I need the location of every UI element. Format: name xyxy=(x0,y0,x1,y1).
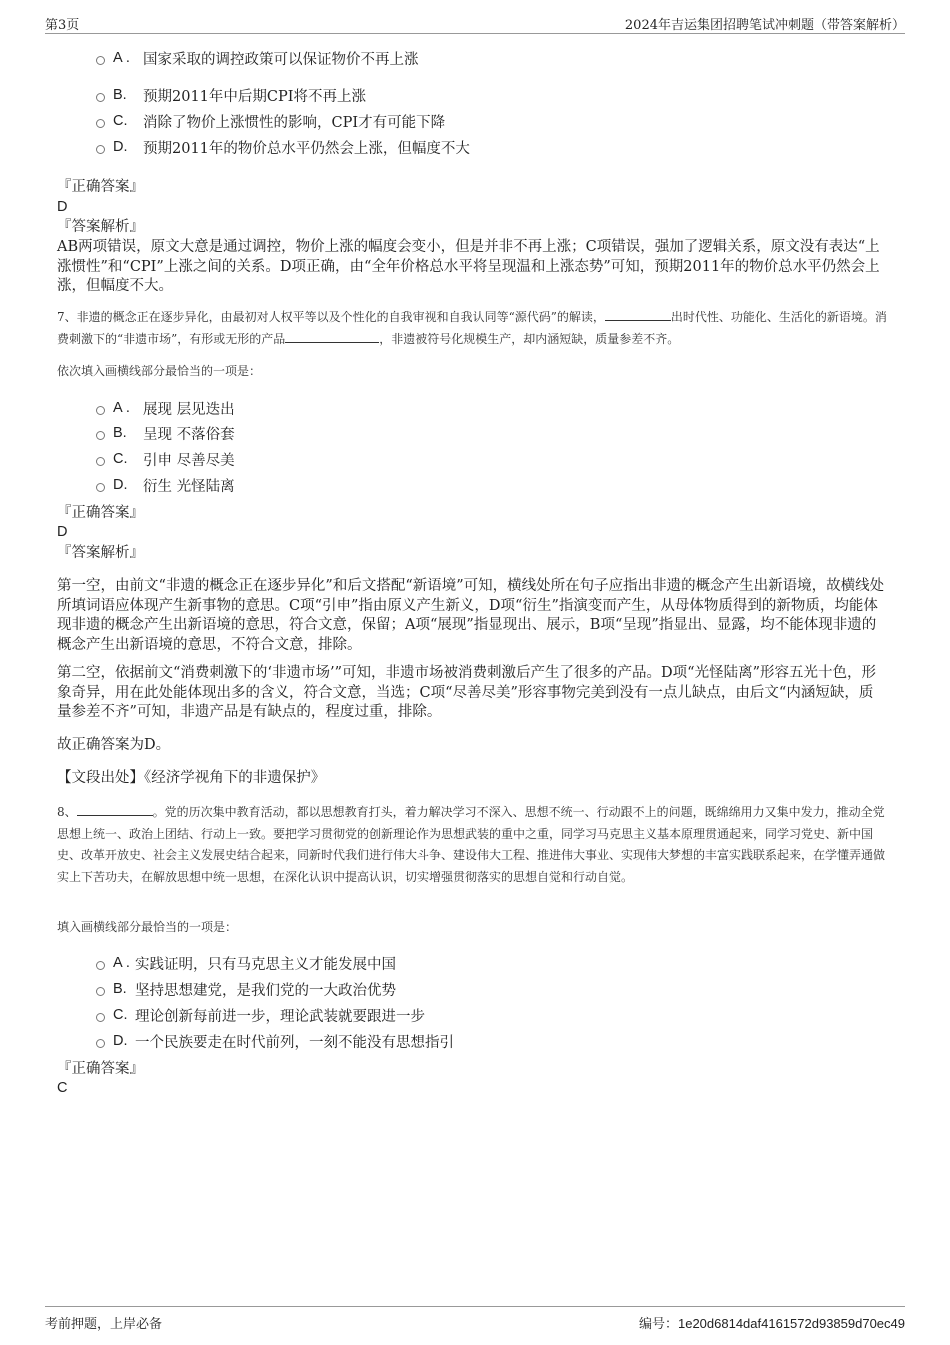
q8-answer-label: 『正确答案』 xyxy=(57,1061,144,1077)
radio-icon[interactable] xyxy=(96,483,105,492)
radio-icon[interactable] xyxy=(96,1013,105,1022)
q7-analysis-paragraph-2: 第二空，依据前文“消费刺激下的‘非遗市场’”可知，非遗市场被消费刺激后产生了很多的产品。D项“光怪陆离”形容五光十色，形象奇异，用在此处能体现出多的含义，符合文意，当选；C项“尽善尽美”形容事物完美到没有一点儿缺点，由后文“内涵短缺，质量参差不齐”可知，非遗产品是有缺点的，程度过重，排除。 xyxy=(57,665,876,720)
q7-option-c[interactable]: C. 引申 尽善尽美 xyxy=(96,449,235,469)
page-header xyxy=(45,0,905,34)
q8-question: 8、 。党的历次集中教育活动，都以思想教育打头，着力解决学习不深入、思想不统一、行动跟不上的问题，既绵绵用力又集中发力，推动全党思想上统一、政治上团结、行动上一致。要把学习贯彻党的创新理论作为思想武装的重中之重，同学习马克思主义基本原理贯通起来，同学习党史、新中国史、改革开放史、社会主义发展史结合起来，同新时代我们进行伟大斗争、建设伟大工程、推进伟大事业、实现伟大梦想的丰富实践联系起来，在学懂弄通做实上下苦功夫，在解放思想中统一思想，在深化认识中提高认识，切实增强贯彻落实的思想自觉和行动自觉。 xyxy=(57,805,886,884)
q8-option-b[interactable]: B. 坚持思想建党，是我们党的一大政治优势 xyxy=(96,979,396,999)
footer-slogan: 考前押题，上岸必备 xyxy=(45,1317,163,1332)
document-title: 2024年吉运集团招聘笔试冲刺题（带答案解析） xyxy=(624,18,905,33)
q6-option-d[interactable]: D. 预期2011年的物价总水平仍然会上涨，但幅度不大 xyxy=(96,137,470,157)
q8-prompt: 填入画横线部分最恰当的一项是： xyxy=(57,920,238,934)
q8-option-d[interactable]: D. 一个民族要走在时代前列，一刻不能没有思想指引 xyxy=(96,1031,454,1051)
q6-analysis-label: 『答案解析』 xyxy=(57,219,144,235)
radio-icon[interactable] xyxy=(96,961,105,970)
radio-icon[interactable] xyxy=(96,93,105,102)
radio-icon[interactable] xyxy=(96,457,105,466)
radio-icon[interactable] xyxy=(96,987,105,996)
radio-icon[interactable] xyxy=(96,406,105,415)
radio-icon[interactable] xyxy=(96,119,105,128)
answer-blank xyxy=(77,803,153,816)
q8-answer: C xyxy=(57,1080,68,1096)
q7-option-a[interactable]: A . 展现 层见迭出 xyxy=(96,398,235,418)
answer-blank xyxy=(285,330,379,343)
page-number: 第3页 xyxy=(45,18,80,33)
q6-option-c[interactable]: C. 消除了物价上涨惯性的影响，CPI才有可能下降 xyxy=(96,111,445,131)
q6-option-b[interactable]: B. 预期2011年中后期CPI将不再上涨 xyxy=(96,85,366,105)
q8-option-a[interactable]: A . 实践证明，只有马克思主义才能发展中国 xyxy=(96,953,396,973)
q6-answer-label: 『正确答案』 xyxy=(57,179,144,195)
radio-icon[interactable] xyxy=(96,431,105,440)
radio-icon[interactable] xyxy=(96,1039,105,1048)
q7-analysis-paragraph-1: 第一空，由前文“非遗的概念正在逐步异化”和后文搭配“新语境”可知，横线处所在句子应指出非遗的概念产生出新语境，故横线处所填词语应体现产生新事物的意思。C项“引申”指由原义产生新义，D项“衍生”指演变而产生，从母体物质得到的新物质，均能体现非遗的概念产生出新语境的意思，符合文意，保留；A项“展现”指显现出、展示，B项“呈现”指显出、显露，均不能体现非遗的概念产生出新语境的意思，不符合文意，排除。 xyxy=(57,578,885,653)
q7-prompt: 依次填入画横线部分最恰当的一项是： xyxy=(57,364,262,378)
q7-source: 【文段出处】《经济学视角下的非遗保护》 xyxy=(57,770,326,786)
q7-option-b[interactable]: B. 呈现 不落俗套 xyxy=(96,423,235,443)
q7-answer: D xyxy=(57,524,68,540)
q6-option-a[interactable]: A . 国家采取的调控政策可以保证物价不再上涨 xyxy=(96,48,419,68)
q6-answer: D xyxy=(57,199,68,215)
document-code: 编号：1e20d6814daf4161572d93859d70ec49 xyxy=(638,1316,905,1332)
q6-analysis: AB两项错误，原文大意是通过调控，物价上涨的幅度会变小，但是并非不再上涨；C项错误，强加了逻辑关系，原文没有表达“上涨惯性”和“CPI”上涨之间的关系。D项正确，由“全年价格总水平将呈现温和上涨态势”可知，预期2011年的物价总水平仍然会上涨，但幅度不大。 xyxy=(57,239,880,294)
radio-icon[interactable] xyxy=(96,145,105,154)
q7-answer-label: 『正确答案』 xyxy=(57,505,144,521)
radio-icon[interactable] xyxy=(96,56,105,65)
page-footer xyxy=(45,1306,905,1337)
q7-analysis-label: 『答案解析』 xyxy=(57,545,144,561)
q7-question: 7、非遗的概念正在逐步异化，由最初对人权平等以及个性化的自我审视和自我认同等“源代码”的解读， 出时代性、功能化、生活化的新语境。消费刺激下的“非遗市场”，有形或无形的产品 ，非遗被符号化规模生产，却内涵短缺，质量参差不齐。 xyxy=(57,310,887,346)
q7-conclusion: 故正确答案为D。 xyxy=(57,737,171,753)
q8-option-c[interactable]: C. 理论创新每前进一步，理论武装就要跟进一步 xyxy=(96,1005,425,1025)
q7-option-d[interactable]: D. 衍生 光怪陆离 xyxy=(96,475,235,495)
answer-blank xyxy=(605,308,671,321)
